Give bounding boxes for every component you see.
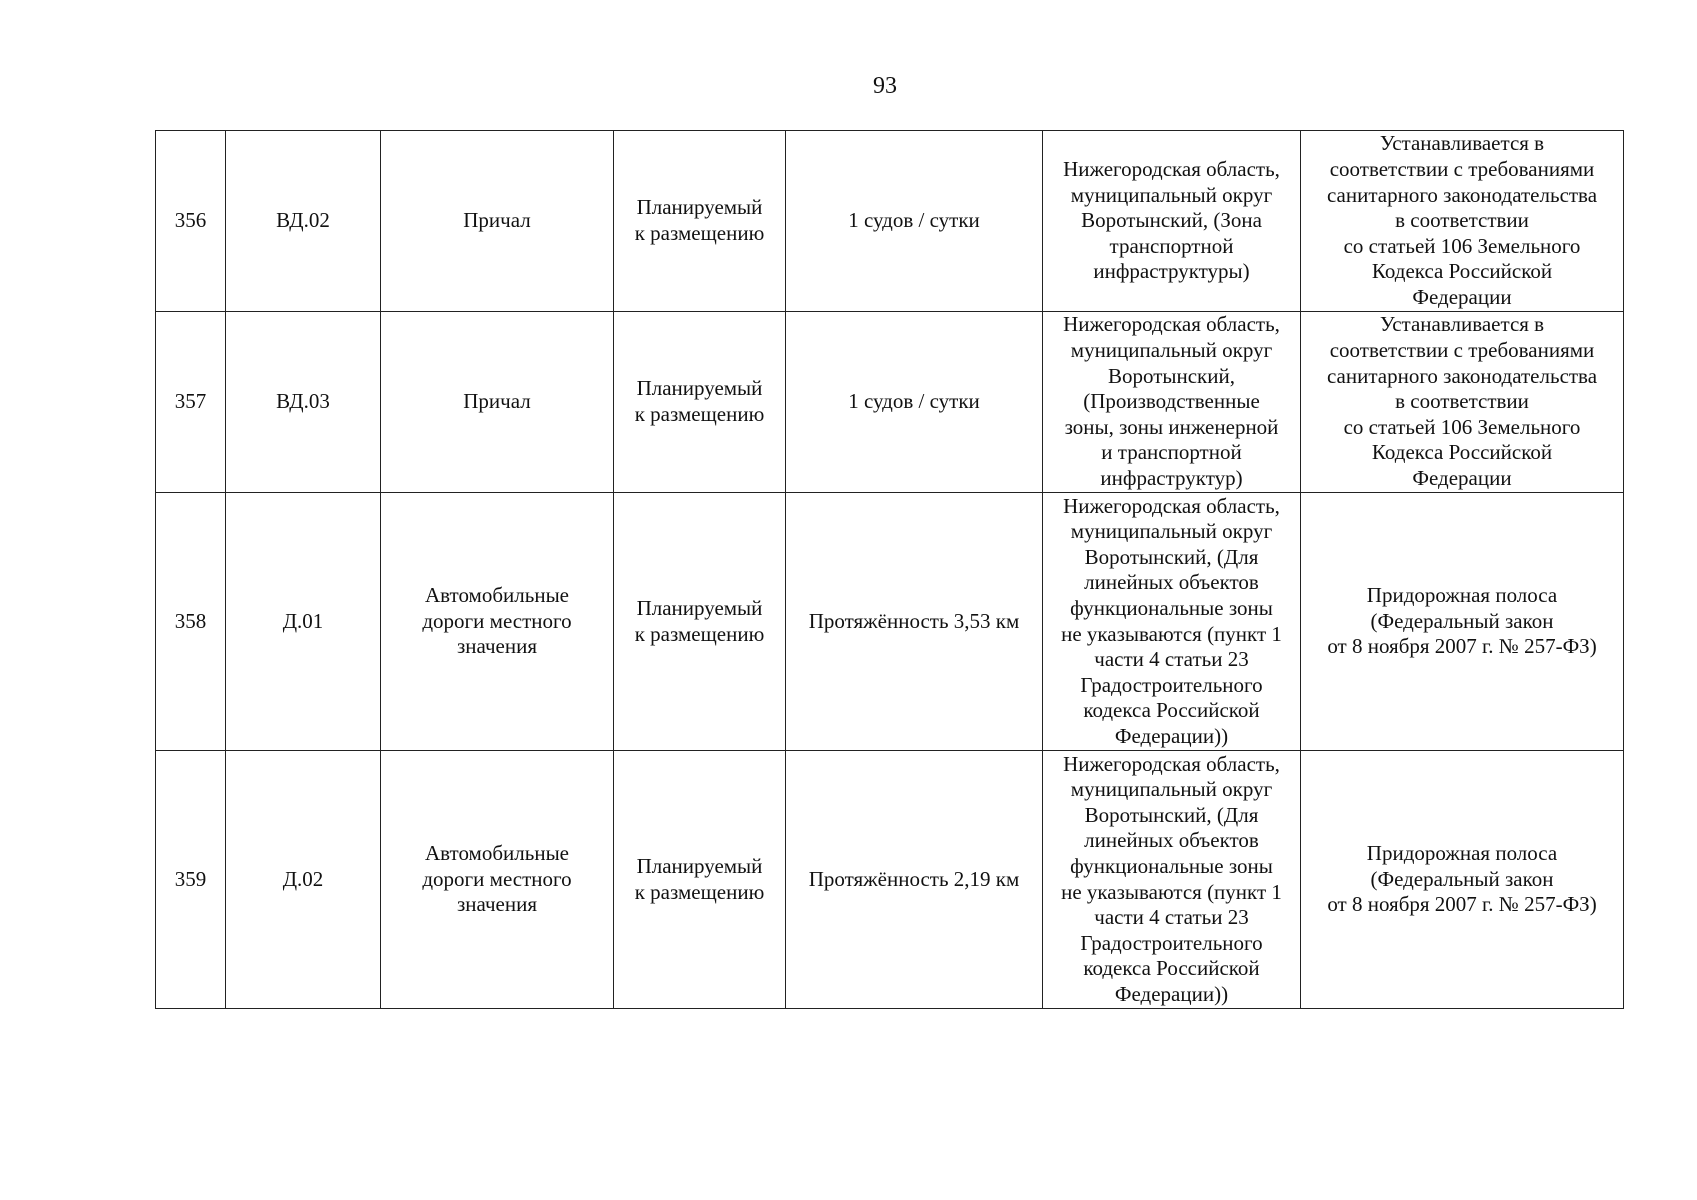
cell-zone: Устанавливается в соответствии с требованиями санитарного законодательства в соответствии со статьей 106 Земельного Кодекса Российской Федерации — [1301, 312, 1624, 493]
cell-location: Нижегородская область, муниципальный округ Воротынский, (Производственные зоны, зоны инженерной и транспортной инфраструктур) — [1043, 312, 1301, 493]
table-row — [156, 131, 1624, 312]
cell-number: 356 — [156, 131, 226, 312]
cell-status: Планируемый к размещению — [614, 751, 786, 1009]
table-row — [156, 751, 1624, 1009]
cell-characteristic: Протяжённость 3,53 км — [786, 493, 1043, 751]
table-row — [156, 493, 1624, 751]
cell-location: Нижегородская область, муниципальный округ Воротынский, (Для линейных объектов функциональные зоны не указываются (пункт 1 части 4 статьи 23 Градостроительного кодекса Российской Федерации)) — [1043, 751, 1301, 1009]
cell-characteristic: Протяжённость 2,19 км — [786, 751, 1043, 1009]
cell-code: ВД.02 — [226, 131, 381, 312]
cell-location: Нижегородская область, муниципальный округ Воротынский, (Для линейных объектов функциональные зоны не указываются (пункт 1 части 4 статьи 23 Градостроительного кодекса Российской Федерации)) — [1043, 493, 1301, 751]
cell-location: Нижегородская область, муниципальный округ Воротынский, (Зона транспортной инфраструктуры) — [1043, 131, 1301, 312]
cell-object-name: Автомобильные дороги местного значения — [381, 493, 614, 751]
cell-code: Д.02 — [226, 751, 381, 1009]
cell-status: Планируемый к размещению — [614, 312, 786, 493]
cell-number: 357 — [156, 312, 226, 493]
cell-code: Д.01 — [226, 493, 381, 751]
cell-zone: Устанавливается в соответствии с требованиями санитарного законодательства в соответствии со статьей 106 Земельного Кодекса Российской Федерации — [1301, 131, 1624, 312]
cell-code: ВД.03 — [226, 312, 381, 493]
cell-characteristic: 1 судов / сутки — [786, 312, 1043, 493]
page-number: 93 — [873, 73, 897, 99]
objects-table — [155, 130, 1624, 1009]
cell-characteristic: 1 судов / сутки — [786, 131, 1043, 312]
cell-zone: Придорожная полоса (Федеральный закон от 8 ноября 2007 г. № 257-ФЗ) — [1301, 493, 1624, 751]
cell-number: 358 — [156, 493, 226, 751]
cell-status: Планируемый к размещению — [614, 493, 786, 751]
cell-zone: Придорожная полоса (Федеральный закон от 8 ноября 2007 г. № 257-ФЗ) — [1301, 751, 1624, 1009]
cell-number: 359 — [156, 751, 226, 1009]
cell-object-name: Автомобильные дороги местного значения — [381, 751, 614, 1009]
cell-object-name: Причал — [381, 131, 614, 312]
table-row — [156, 312, 1624, 493]
cell-status: Планируемый к размещению — [614, 131, 786, 312]
cell-object-name: Причал — [381, 312, 614, 493]
